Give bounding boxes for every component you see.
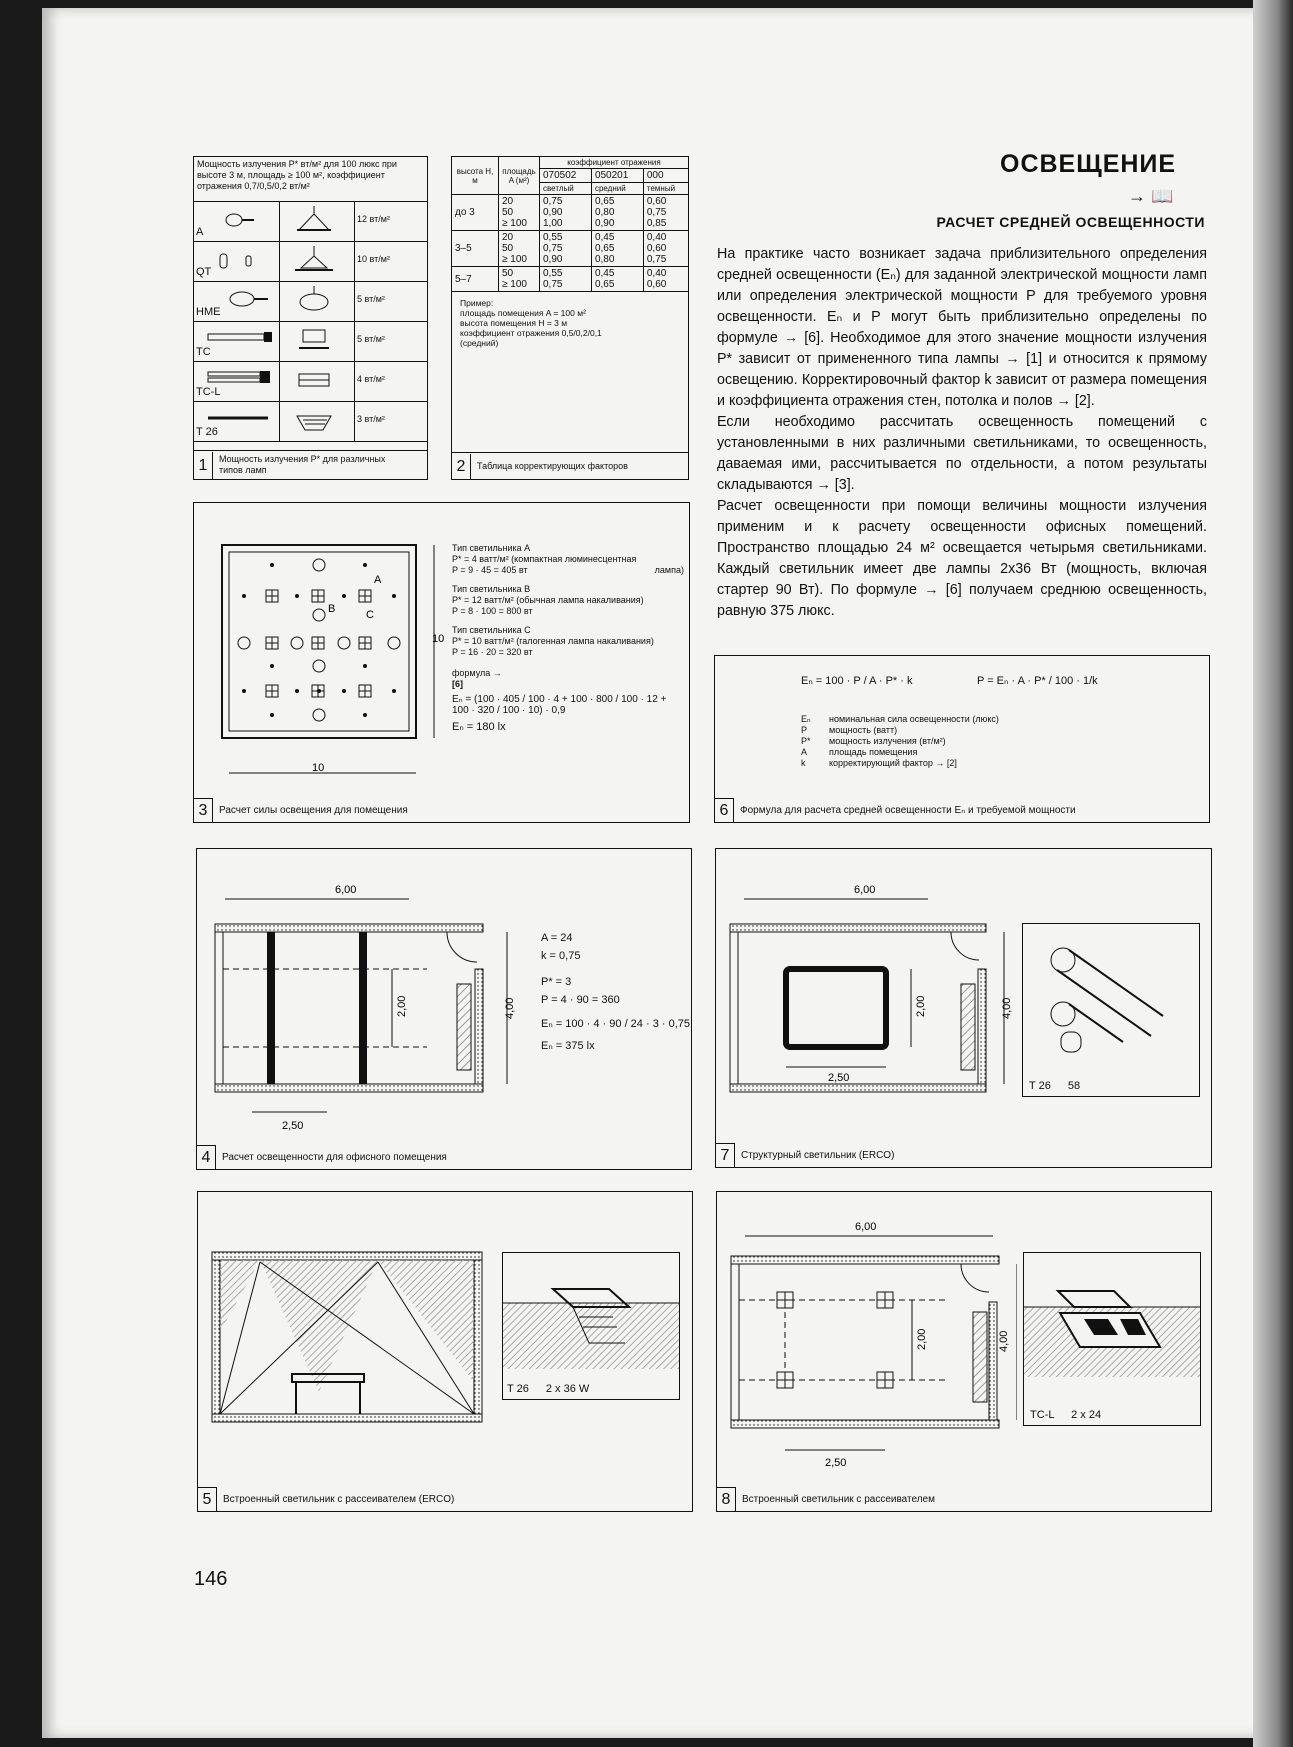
figure-2 (451, 156, 689, 480)
lamp-tcl-icon (204, 368, 276, 388)
cell: 20 (502, 196, 514, 207)
figure-caption (198, 1487, 454, 1511)
symbol: P* (801, 736, 811, 746)
lamp-value: 12 вт/м² (357, 214, 390, 224)
figure-caption (194, 450, 427, 479)
example-line: (средний) (460, 338, 499, 348)
figure-4 (196, 848, 692, 1170)
lamp-type: TC-L (1030, 1409, 1055, 1421)
cell: 20 (502, 232, 514, 243)
downlight-fixture-icon (1024, 1253, 1200, 1393)
legend-row (801, 758, 999, 769)
caption-text: Формула для расчета средней освещенности Eₙ и требуемой мощности (740, 804, 1076, 816)
legend-row (801, 725, 999, 736)
paragraph: Расчет освещенности при помощи величины мощности излучения применим и к расчету освещенности офисных помещений. Пространство площадью 24 м² освещается четырьмя светильниками. Каждый светильник имеет две лампы 2x36 Вт (мощность, включая стартер 90 Вт). По формуле → [6] получаем среднюю освещенность, равную 375 люкс. (717, 498, 1207, 619)
lamp-value: 5 вт/м² (357, 334, 385, 344)
correction-table (452, 157, 688, 292)
lamp-row (194, 202, 427, 242)
cell: 0,55 (543, 268, 563, 279)
cell: 0,40 (646, 268, 667, 279)
lamp-label: T 26 (196, 426, 218, 438)
symbol: k (801, 758, 806, 768)
symbol: A (801, 747, 808, 757)
cell-c2 (591, 195, 643, 231)
cell: 0,75 (543, 279, 563, 290)
type-line: P* = 12 ватт/м² (обычная лампа накаливания) (452, 595, 644, 605)
figure-number: 3 (194, 798, 213, 822)
figure-caption (197, 1145, 447, 1169)
cell: 0,75 (543, 243, 563, 254)
lamp-type: T 26 (1029, 1080, 1051, 1092)
figure-number: 8 (717, 1487, 736, 1511)
example-line: коэффициент отражения 0,5/0,2/0,1 (460, 328, 602, 338)
caption-text: Встроенный светильник с рассеивателем (ERCO) (223, 1493, 455, 1505)
meaning: корректирующий фактор → [2] (829, 758, 957, 768)
cell: 0,80 (594, 254, 615, 265)
dim-mid: 2,00 (916, 1328, 928, 1350)
dim-top: 6,00 (854, 884, 876, 896)
lamp-label: QT (196, 266, 212, 278)
formula-right: P = Eₙ · A · P* / 100 · 1/k (977, 675, 1098, 687)
fixture-icon (289, 406, 339, 436)
dim-bottom: 2,50 (825, 1457, 847, 1469)
formula-legend (801, 714, 999, 769)
cell-c2 (591, 231, 643, 267)
lamp-row (194, 322, 427, 362)
code: 050201 (591, 169, 643, 183)
section-view (198, 1192, 498, 1452)
cell-c2 (591, 267, 643, 292)
figure-6 (714, 655, 1210, 823)
dim-mid: 2,00 (915, 995, 927, 1017)
cell: 0,90 (594, 218, 615, 229)
meaning: мощность (ватт) (829, 725, 898, 735)
lamp-label: TC (196, 346, 211, 358)
type-line: Тип светильника A (452, 543, 531, 553)
figure-number: 5 (198, 1487, 217, 1511)
caption-text: Расчет освещенности для офисного помещения (222, 1151, 447, 1163)
dim-top: 6,00 (855, 1221, 877, 1233)
cell: 0,65 (594, 243, 615, 254)
formula-left: Eₙ = 100 · P / A · P* · k (801, 675, 913, 687)
figure-1 (193, 156, 428, 480)
arrow-icon: → (1128, 186, 1146, 206)
cell: 0,75 (543, 196, 563, 207)
example-line: площадь помещения A = 100 м² (460, 308, 586, 318)
office-calc (541, 929, 690, 1055)
cell: ≥ 100 (502, 218, 527, 229)
body-text (717, 244, 1207, 622)
type-line: Тип светильника B (452, 584, 531, 594)
figure-3 (193, 502, 690, 823)
caption-text: Мощность излучения P* для различных типов ламп (219, 454, 386, 475)
cell: 0,45 (594, 232, 615, 243)
page-number: 146 (194, 1568, 228, 1590)
fixture-types (452, 543, 684, 733)
lamp-value: 5 вт/м² (357, 294, 385, 304)
page-title: ОСВЕЩЕНИЕ (1000, 150, 1177, 178)
tone: светлый (540, 183, 592, 195)
dim-bottom: 2,50 (282, 1120, 304, 1132)
type-line: P = 16 · 20 = 320 вт (452, 647, 533, 657)
fixture-icon (289, 366, 339, 396)
figure-caption (717, 1487, 935, 1511)
lamp-value: 4 вт/м² (357, 374, 385, 384)
cell-c3 (643, 231, 688, 267)
formula: Eₙ = (100 · 405 / 100 · 4 + 100 · 800 / 100 · 12 + 100 · 320 / 100 · 10) · 0,9 (452, 694, 667, 716)
cell-c3 (643, 195, 688, 231)
lamp-label: HME (196, 306, 221, 318)
cell: ≥ 100 (502, 254, 527, 265)
section-subtitle: РАСЧЕТ СРЕДНЕЙ ОСВЕЩЕННОСТИ (936, 214, 1205, 230)
figure-caption (452, 452, 688, 479)
dim-bottom: 2,50 (828, 1072, 850, 1084)
lamp-watt: 58 (1067, 1080, 1081, 1092)
figure-8 (716, 1191, 1212, 1512)
col-height: высота H, м (452, 157, 499, 195)
lamp-label: A (196, 226, 204, 238)
lamp-row (194, 402, 427, 442)
legend-row (801, 736, 999, 747)
cell: 50 (502, 243, 514, 254)
figure-number: 1 (194, 452, 213, 479)
cell: 0,65 (594, 196, 615, 207)
cell: 0,75 (646, 254, 667, 265)
cell-c1 (540, 267, 592, 292)
dim-width: 10 (312, 762, 325, 774)
cell-areas (499, 195, 540, 231)
lamp-watt: 2 x 36 W (545, 1383, 590, 1395)
figure-5 (197, 1191, 693, 1512)
cell: 0,60 (646, 279, 667, 290)
figure-number: 2 (452, 454, 471, 479)
lamp-row (194, 362, 427, 402)
caption-text: Структурный светильник (ERCO) (741, 1149, 895, 1161)
table-row (452, 231, 688, 267)
figure-number: 7 (716, 1143, 735, 1167)
cell: 0,55 (543, 232, 563, 243)
cell: 50 (502, 207, 514, 218)
dim-right: 4,00 (998, 1330, 1010, 1352)
type-line: P = 9 · 45 = 405 вт (452, 565, 528, 575)
caption-text: Расчет силы освещения для помещения (219, 804, 408, 816)
lamp-value: 3 вт/м² (357, 414, 385, 424)
book-icon: 📖 (1151, 186, 1174, 206)
cell-areas (499, 267, 540, 292)
lamp-value: 10 вт/м² (357, 254, 390, 264)
cell-areas (499, 231, 540, 267)
symbol: Eₙ (801, 714, 811, 724)
cell-height: до 3 (452, 195, 499, 231)
fixture-illustration (502, 1252, 680, 1400)
cell: 0,85 (646, 218, 667, 229)
dim-mid: 2,00 (396, 995, 408, 1017)
lamp-t26-icon (204, 412, 276, 426)
calc-line: P = 4 · 90 = 360 (541, 994, 620, 1006)
lamp-row (194, 282, 427, 322)
example-line: высота помещения H = 3 м (460, 318, 568, 328)
figure-caption (194, 798, 408, 822)
cell-height: 5–7 (452, 267, 499, 292)
fixture-spec (1030, 1409, 1101, 1421)
caption-text: Встроенный светильник с рассеивателем (742, 1493, 935, 1505)
fixture-illustration (1023, 1252, 1201, 1426)
lamp-watt: 2 x 24 (1071, 1409, 1102, 1421)
formula-label-text: формула → (452, 668, 502, 678)
type-line: P = 8 · 100 = 800 вт (452, 606, 533, 616)
legend-row (801, 714, 999, 725)
fixture-icon (289, 246, 339, 276)
lamp-hme-icon (224, 287, 274, 313)
cell-c1 (540, 195, 592, 231)
example-note (452, 292, 688, 354)
legend-row (801, 747, 999, 758)
calc-line: k = 0,75 (541, 950, 581, 962)
label-a: A (374, 574, 382, 586)
formula-ref: [6] (452, 679, 463, 689)
reference-arrow (1128, 186, 1173, 207)
type-line: P* = 10 ватт/м² (галогенная лампа накаливания) (452, 636, 654, 646)
type-line: Тип светильника C (452, 625, 531, 635)
cell: 50 (502, 268, 514, 279)
dim-right: 4,00 (504, 997, 516, 1019)
col-coef: коэффициент отражения (540, 157, 689, 169)
cell: 0,90 (543, 207, 563, 218)
label-c: C (366, 609, 374, 621)
cell: ≥ 100 (502, 279, 527, 290)
lamp-a-icon (214, 208, 274, 234)
code: 000 (643, 169, 688, 183)
tone: темный (643, 183, 688, 195)
figure-caption (716, 1143, 894, 1167)
cell-c1 (540, 231, 592, 267)
cell: 1,00 (543, 218, 563, 229)
cell: 0,65 (594, 279, 615, 290)
fixture-spec (1029, 1080, 1080, 1092)
structural-plan (716, 849, 1016, 1139)
result: Eₙ = 180 lx (452, 721, 506, 733)
fixture-spec (507, 1383, 589, 1395)
table-row (452, 195, 688, 231)
lamp-type: T 26 (507, 1383, 529, 1395)
example-line: Пример: (460, 298, 494, 308)
fixture-icon (289, 286, 339, 316)
paragraph: На практике часто возникает задача приблизительного определения средней освещенности (Eₙ) для заданной электрической мощности ламп или определения электрической мощности P для требуемого уровня освещенности. Eₙ и P могут быть приблизительно определены по формуле → [6]. Необходимое для этого значение мощности излучения P* зависит от примененного типа лампы → [1] и относится к прямому освещению. Корректировочный фактор k зависит от размера помещения и коэффициента отражения стен, потолка и полов → [2]. (717, 246, 1207, 409)
cell-c3 (643, 267, 688, 292)
fixture-icon (289, 206, 339, 236)
paragraph: Если необходимо рассчитать освещенность помещений с установленными в них различными светильниками, то освещенность, даваемая ими, рассчитывается по отдельности, а потом результаты складываются → [3]. (717, 414, 1207, 493)
meaning: мощность излучения (вт/м²) (829, 736, 946, 746)
figure-number: 6 (715, 798, 734, 822)
meaning: площадь помещения (829, 747, 918, 757)
tone: средний (591, 183, 643, 195)
figure-number: 4 (197, 1145, 216, 1169)
formula-label (452, 668, 684, 679)
calc-line: P* = 3 (541, 976, 572, 988)
cell: 0,90 (543, 254, 563, 265)
type-line: P* = 4 ватт/м² (компактная люминесцентная (452, 554, 637, 564)
col-area: площадь A (м²) (499, 157, 540, 195)
cell-height: 3–5 (452, 231, 499, 267)
cell: 0,45 (594, 268, 615, 279)
figure-7 (715, 848, 1212, 1168)
cell: 0,75 (646, 207, 667, 218)
figure-caption (715, 798, 1076, 822)
label-b: B (328, 603, 336, 615)
cell: 0,40 (646, 232, 667, 243)
dim-height: 10 (432, 633, 445, 645)
cell: 0,60 (646, 243, 667, 254)
calc-line: Eₙ = 375 lx (541, 1040, 595, 1052)
calc-line: Eₙ = 100 · 4 · 90 / 24 · 3 · 0,75 (541, 1018, 690, 1030)
calc-line: A = 24 (541, 932, 573, 944)
code: 070502 (540, 169, 592, 183)
dim-top: 6,00 (335, 884, 357, 896)
caption-text: Таблица корректирующих факторов (477, 461, 628, 471)
recessed-fixture-icon (503, 1253, 679, 1373)
fixture-illustration (1022, 923, 1200, 1097)
lamp-qt-icon (216, 248, 266, 274)
symbol: P (801, 725, 808, 735)
structural-fixture-icon (1023, 924, 1199, 1074)
book-edge (1253, 0, 1293, 1747)
table-row (452, 267, 688, 292)
fixture-icon (289, 326, 339, 356)
fig1-rows (194, 202, 427, 442)
lamp-row (194, 242, 427, 282)
lamp-label: TC-L (196, 386, 221, 398)
recessed-plan (717, 1192, 1017, 1482)
dim-right: 4,00 (1001, 997, 1013, 1019)
type-line: лампа) (654, 565, 684, 575)
lamp-tc-icon (204, 328, 276, 348)
meaning: номинальная сила освещенности (люкс) (829, 714, 999, 724)
cell: 0,60 (646, 196, 667, 207)
cell: 0,80 (594, 207, 615, 218)
fig1-header: Мощность излучения P* вт/м² для 100 люкс при высоте 3 м, площадь ≥ 100 м², коэффициент отражения 0,7/0,5/0,2 вт/м² (194, 157, 427, 202)
